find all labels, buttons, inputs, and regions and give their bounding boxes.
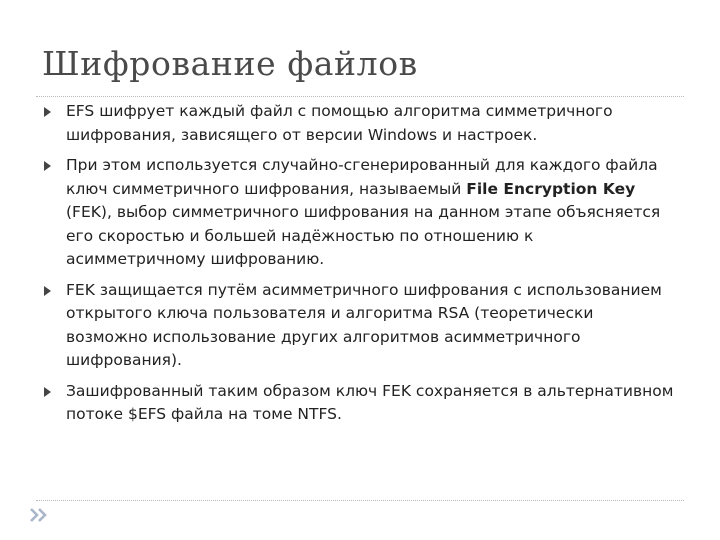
- footer-divider: [36, 500, 684, 501]
- double-chevron-right-icon[interactable]: [28, 507, 50, 523]
- triangle-bullet-icon: [44, 286, 51, 296]
- bullet-item: [44, 380, 674, 427]
- bullet-list: [44, 100, 674, 434]
- triangle-bullet-icon: [44, 107, 51, 117]
- bullet-text-bold-term: File Encryption Key: [466, 179, 636, 198]
- triangle-bullet-icon: [44, 387, 51, 397]
- bullet-text: Зашифрованный таким образом ключ FEK сохраняется в альтернативном потоке $EFS файла на томе NTFS.: [66, 381, 674, 423]
- bullet-text: EFS шифрует каждый файл с помощью алгоритма симметричного шифрования, зависящего от версии Windows и настроек.: [66, 102, 613, 144]
- triangle-bullet-icon: [44, 161, 51, 171]
- bullet-text-after: (FEK), выбор симметричного шифрования на данном этапе объясняется его скоростью и большей надёжностью по отношению к асимметричному шифрованию.: [66, 203, 661, 268]
- bullet-item: [44, 279, 674, 373]
- bullet-item: [44, 100, 674, 147]
- bullet-text-before: При этом используется случайно-сгенерированный для каждого файла ключ симметричного шифрования, называемый: [66, 156, 658, 198]
- title-divider: [36, 96, 684, 97]
- bullet-item: [44, 154, 674, 272]
- slide-title: Шифрование файлов: [42, 44, 418, 83]
- bullet-text: FEK защищается путём асимметричного шифрования с использованием открытого ключа пользователя и алгоритма RSA (теоретически возможно использование других алгоритмов асимметричного шифрования).: [66, 280, 662, 369]
